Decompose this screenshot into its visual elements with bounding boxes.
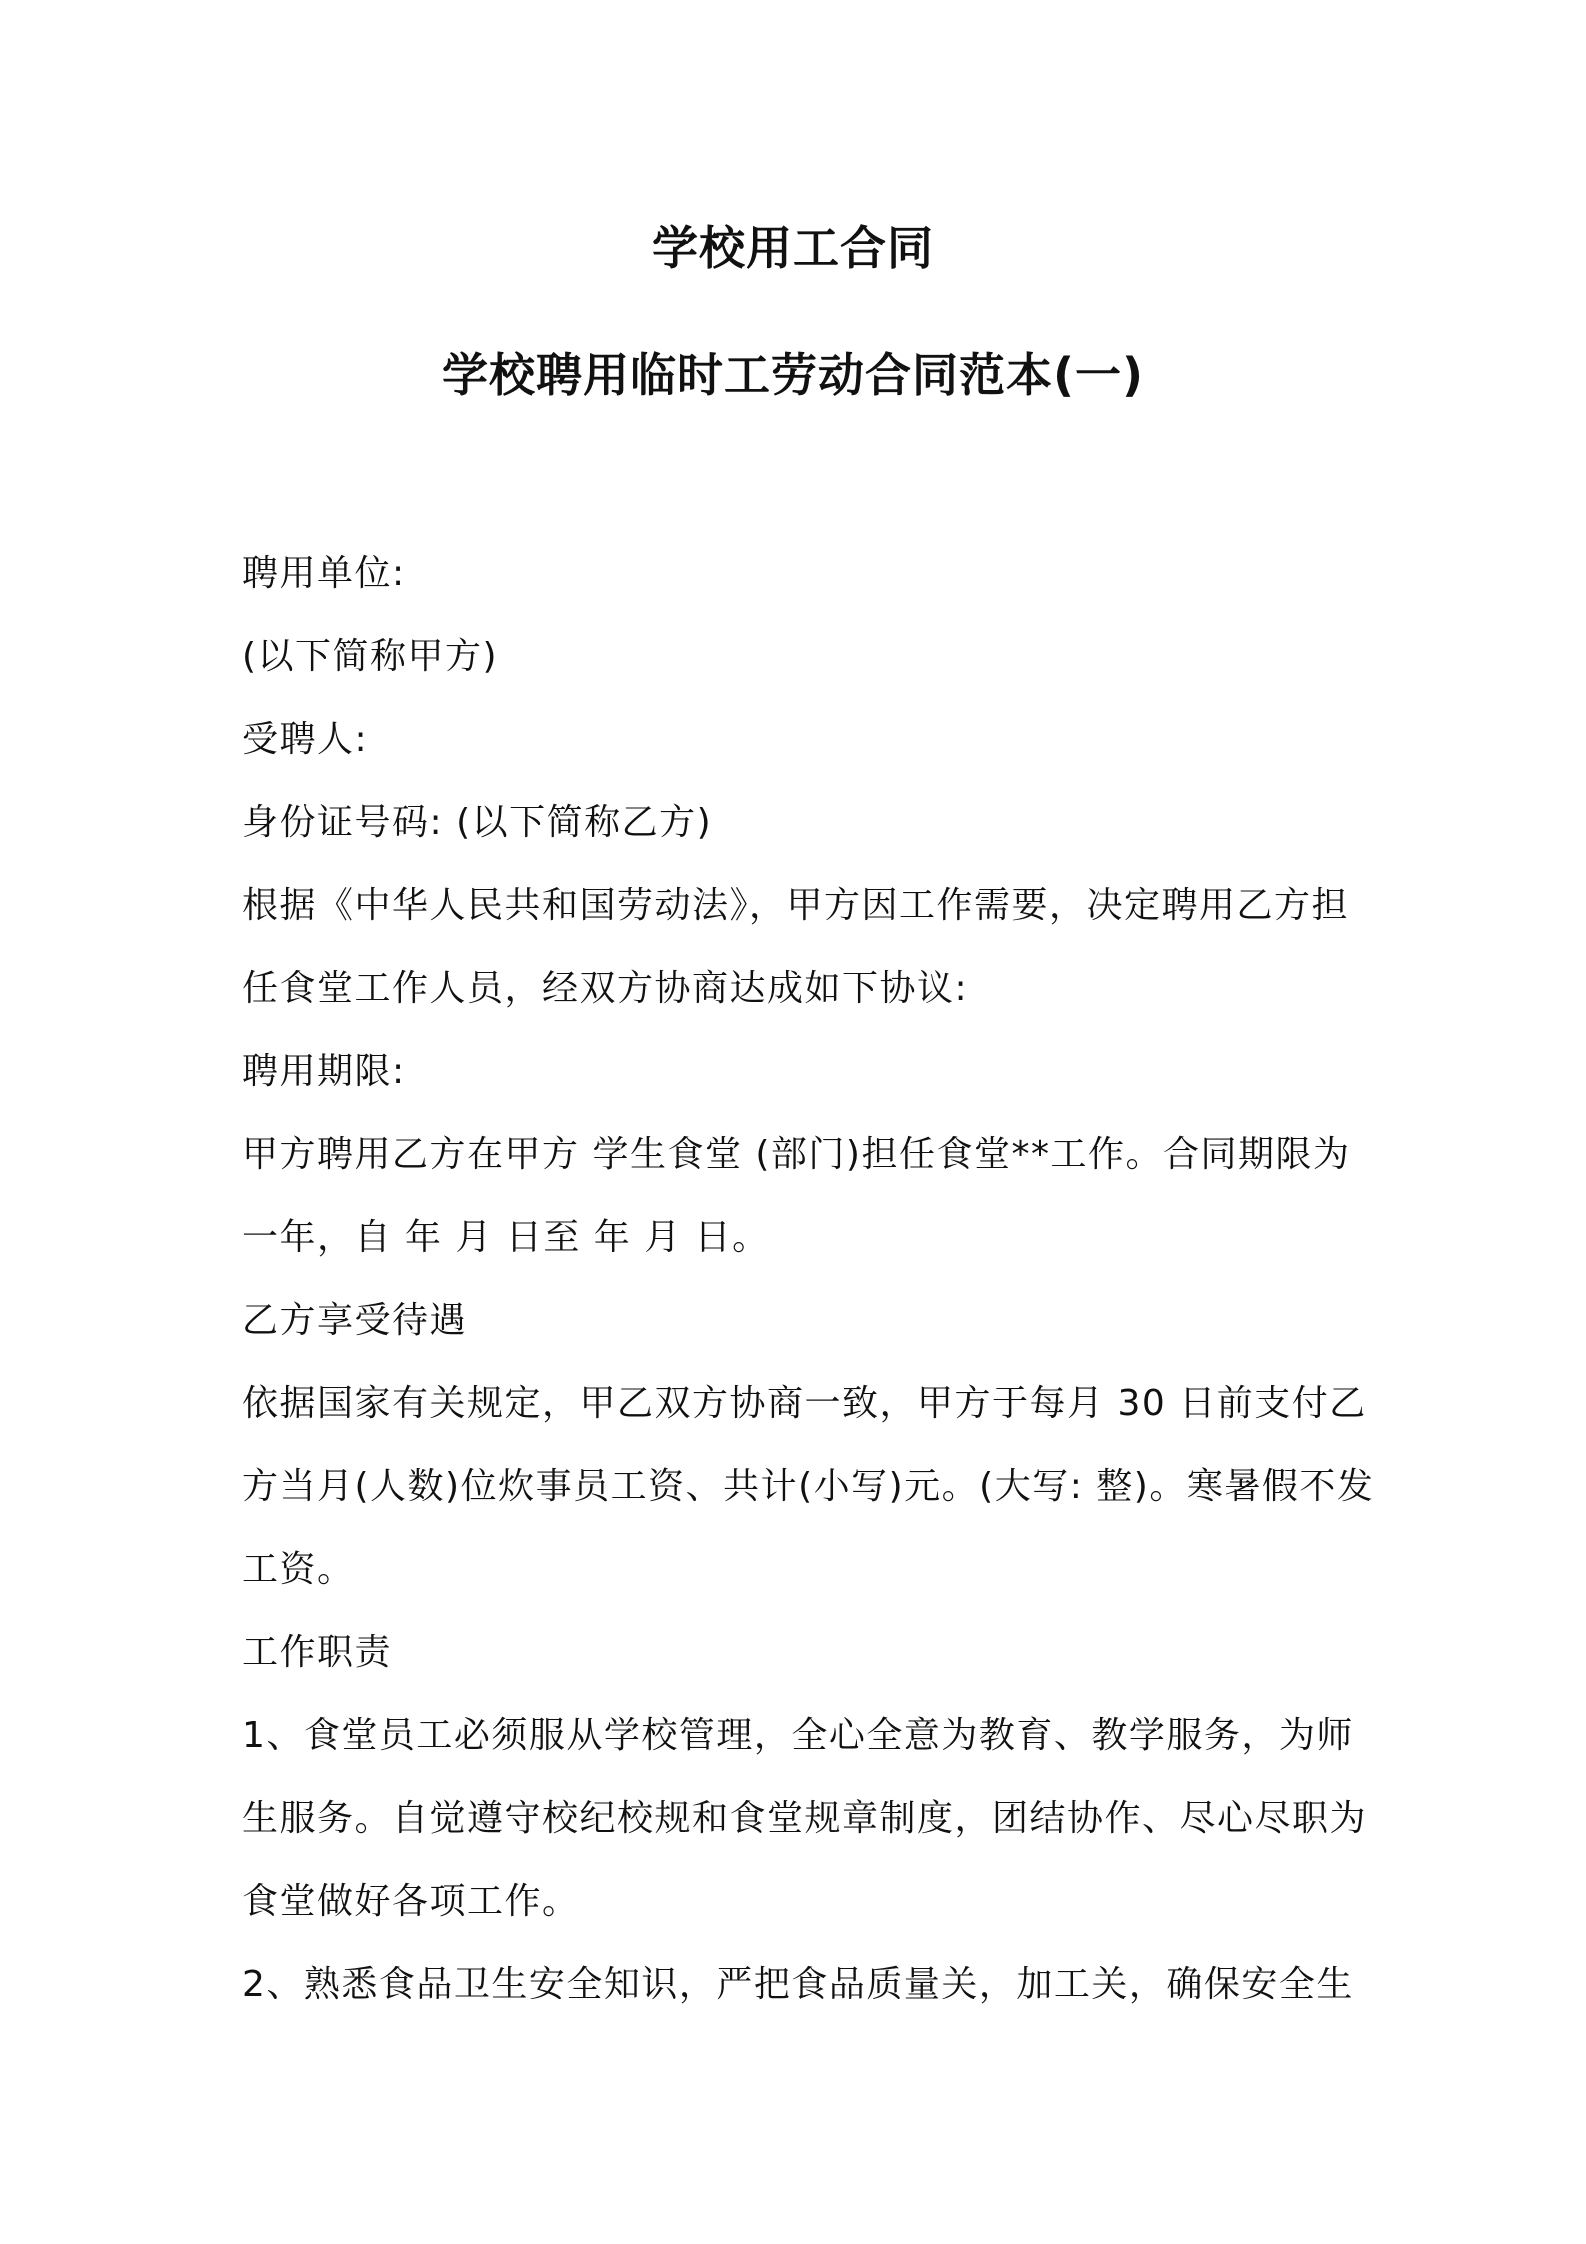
body-line: 工资。 [242,1549,355,1590]
document-title: 学校用工合同 [652,221,934,275]
body-line: 根据《中华人民共和国劳动法》，甲方因工作需要，决定聘用乙方担 [242,885,1350,926]
body-line: 身份证号码: (以下简称乙方) [242,802,713,843]
body-line: 工作职责 [242,1632,393,1673]
body-line: 一年，自 年 月 日至 年 月 日。 [242,1217,770,1258]
body-line: 食堂做好各项工作。 [242,1881,580,1922]
body-line: 生服务。自觉遵守校纪校规和食堂规章制度，团结协作、尽心尽职为 [242,1798,1368,1839]
body-line: 聘用期限: [242,1051,406,1092]
body-line: 依据国家有关规定，甲乙双方协商一致，甲方于每月 30 日前支付乙 [242,1383,1367,1424]
body-line: 1、食堂员工必须服从学校管理，全心全意为教育、教学服务，为师 [242,1715,1354,1756]
body-line: (以下简称甲方) [242,636,499,677]
body-line: 2、熟悉食品卫生安全知识，严把食品质量关，加工关，确保安全生 [242,1964,1354,2005]
body-line: 聘用单位: [242,553,406,594]
body-line: 受聘人: [242,719,369,760]
document-subtitle: 学校聘用临时工劳动合同范本(一) [441,348,1145,402]
body-line: 任食堂工作人员，经双方协商达成如下协议: [242,968,969,1009]
body-line: 乙方享受待遇 [242,1300,468,1341]
document-body [242,532,1375,2026]
body-line: 甲方聘用乙方在甲方 学生食堂 (部门)担任食堂**工作。合同期限为 [242,1134,1351,1175]
body-line: 方当月(人数)位炊事员工资、共计(小写)元。(大写: 整)。寒暑假不发 [242,1466,1375,1507]
